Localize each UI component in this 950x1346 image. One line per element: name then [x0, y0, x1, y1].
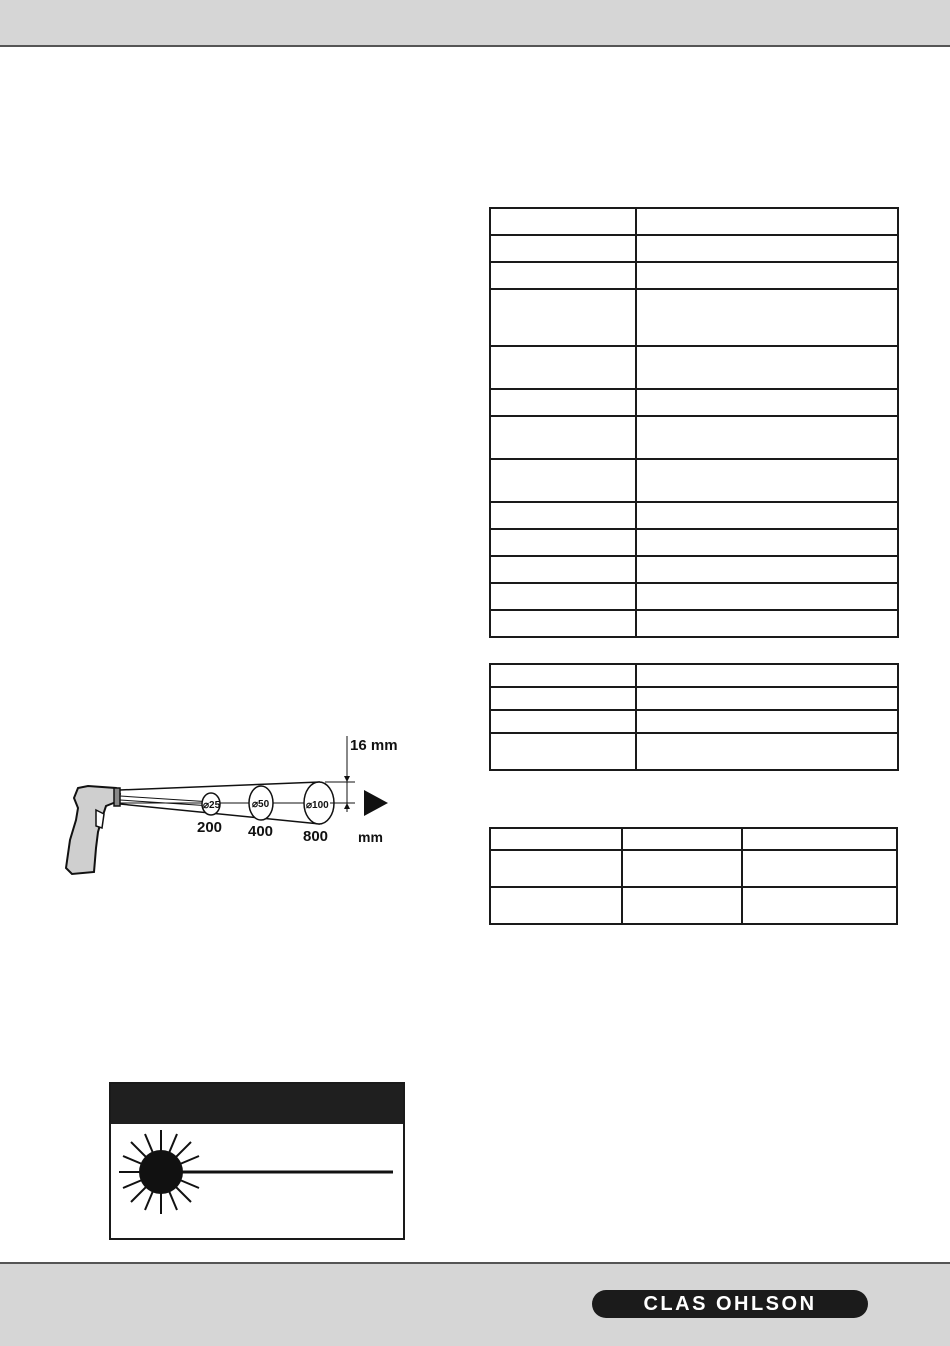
distance-label: 800 [303, 828, 329, 845]
table-cell [490, 887, 622, 924]
warning-header [111, 1084, 403, 1124]
table-row [490, 208, 898, 235]
table-cell [636, 262, 898, 289]
table-cell [636, 289, 898, 346]
table-cell [622, 828, 742, 850]
table-row [490, 416, 898, 459]
table-cell [490, 529, 636, 556]
table-cell [636, 664, 898, 687]
table-cell [636, 687, 898, 710]
distance-spot-diagram [50, 728, 410, 888]
table-row [490, 583, 898, 610]
table-cell [636, 416, 898, 459]
brand-logo: CLAS OHLSON [592, 1290, 868, 1318]
spec-table [489, 207, 899, 638]
spot-size-label: 16 mm [350, 737, 398, 754]
table-row [490, 687, 898, 710]
table-cell [490, 850, 622, 887]
table-cell [636, 346, 898, 389]
table-cell [490, 208, 636, 235]
table-cell [490, 416, 636, 459]
table-row [490, 262, 898, 289]
table-cell [490, 556, 636, 583]
table-cell [490, 502, 636, 529]
table-cell [490, 710, 636, 733]
table-cell [622, 850, 742, 887]
table-row [490, 529, 898, 556]
table-cell [742, 828, 897, 850]
table-row [490, 733, 898, 770]
table-cell [490, 733, 636, 770]
arrow-right-icon [364, 790, 388, 816]
secondary-table [489, 663, 899, 771]
table-cell [742, 887, 897, 924]
table-row [490, 389, 898, 416]
table-cell [490, 687, 636, 710]
table-cell [622, 887, 742, 924]
diameter-label: ⌀50 [252, 799, 270, 810]
three-column-table [489, 827, 898, 925]
table-cell [490, 459, 636, 502]
thermometer-icon [66, 786, 120, 874]
table-row [490, 828, 897, 850]
table-row [490, 664, 898, 687]
table-row [490, 850, 897, 887]
header-bar [0, 0, 950, 47]
table-row [490, 610, 898, 637]
table-cell [636, 459, 898, 502]
table-cell [490, 583, 636, 610]
table-row [490, 459, 898, 502]
table-cell [636, 235, 898, 262]
distance-label: 400 [248, 823, 274, 840]
table-row [490, 235, 898, 262]
table-row [490, 887, 897, 924]
table-row [490, 346, 898, 389]
table-cell [490, 289, 636, 346]
table-row [490, 710, 898, 733]
laser-warning-label [109, 1082, 405, 1240]
table-cell [636, 389, 898, 416]
laser-icon [111, 1124, 403, 1238]
table-cell [636, 502, 898, 529]
table-cell [490, 346, 636, 389]
table-cell [490, 262, 636, 289]
table-cell [636, 733, 898, 770]
table-cell [636, 610, 898, 637]
table-row [490, 502, 898, 529]
table-cell [490, 610, 636, 637]
table-cell [636, 208, 898, 235]
table-cell [636, 583, 898, 610]
table-cell [490, 664, 636, 687]
distance-label: 200 [197, 819, 223, 836]
table-cell [742, 850, 897, 887]
unit-label: mm [358, 829, 383, 845]
table-cell [636, 529, 898, 556]
diameter-label: ⌀100 [306, 800, 329, 811]
diameter-label: ⌀25 [203, 800, 221, 811]
table-cell [636, 710, 898, 733]
table-cell [636, 556, 898, 583]
table-cell [490, 828, 622, 850]
table-cell [490, 235, 636, 262]
table-cell [490, 389, 636, 416]
table-row [490, 556, 898, 583]
table-row [490, 289, 898, 346]
